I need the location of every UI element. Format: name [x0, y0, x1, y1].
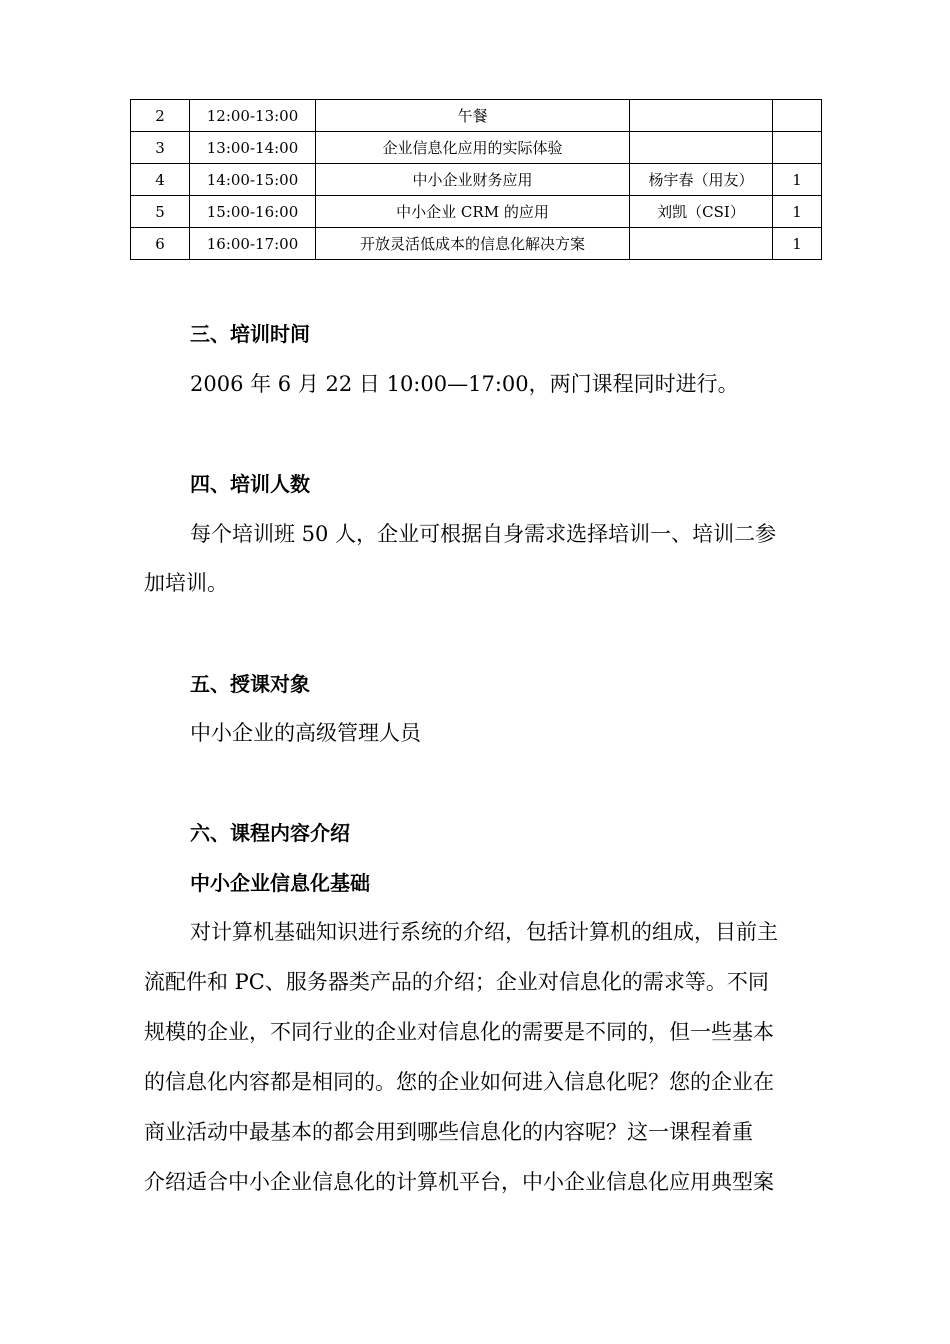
table-row: [131, 100, 822, 132]
row-time: 15:00-16:00: [190, 196, 316, 228]
row-topic: 中小企业财务应用: [316, 164, 630, 196]
course-text-line: 对计算机基础知识进行系统的介绍，包括计算机的组成，目前主: [190, 920, 778, 944]
course-text-line: 规模的企业，不同行业的企业对信息化的需要是不同的，但一些基本: [144, 1020, 774, 1044]
section-heading-participants: 四、培训人数: [190, 472, 310, 496]
row-time: 12:00-13:00: [190, 100, 316, 132]
row-speaker: [630, 100, 773, 132]
section-heading-course-content: 六、课程内容介绍: [190, 821, 350, 845]
participants-text-line-2: 加培训。: [144, 571, 228, 595]
course-text-line: 介绍适合中小企业信息化的计算机平台，中小企业信息化应用典型案: [144, 1170, 774, 1194]
row-count: 1: [773, 196, 822, 228]
section-heading-audience: 五、授课对象: [190, 672, 310, 696]
row-number: 3: [131, 132, 190, 164]
table-row: [131, 164, 822, 196]
row-number: 6: [131, 228, 190, 260]
row-speaker: 刘凯（CSI）: [630, 196, 773, 228]
row-number: 4: [131, 164, 190, 196]
row-count: 1: [773, 228, 822, 260]
row-time: 13:00-14:00: [190, 132, 316, 164]
training-time-text: 2006 年 6 月 22 日 10:00—17:00，两门课程同时进行。: [190, 372, 739, 396]
row-speaker: 杨宇春（用友）: [630, 164, 773, 196]
course-text-line: 商业活动中最基本的都会用到哪些信息化的内容呢？这一课程着重: [144, 1120, 753, 1144]
course-text-line: 流配件和 PC、服务器类产品的介绍；企业对信息化的需求等。不同: [144, 970, 769, 994]
row-count: 1: [773, 164, 822, 196]
section-heading-training-time: 三、培训时间: [190, 322, 310, 346]
schedule-table: [130, 99, 822, 260]
row-time: 14:00-15:00: [190, 164, 316, 196]
row-topic: 午餐: [316, 100, 630, 132]
row-speaker: [630, 228, 773, 260]
table-row: [131, 228, 822, 260]
row-topic: 中小企业 CRM 的应用: [316, 196, 630, 228]
course-subheading: 中小企业信息化基础: [190, 871, 370, 895]
row-count: [773, 100, 822, 132]
row-time: 16:00-17:00: [190, 228, 316, 260]
table-row: [131, 196, 822, 228]
course-text-line: 的信息化内容都是相同的。您的企业如何进入信息化呢？您的企业在: [144, 1070, 774, 1094]
row-count: [773, 132, 822, 164]
row-topic: 开放灵活低成本的信息化解决方案: [316, 228, 630, 260]
audience-text: 中小企业的高级管理人员: [190, 721, 421, 745]
row-number: 5: [131, 196, 190, 228]
participants-text-line-1: 每个培训班 50 人，企业可根据自身需求选择培训一、培训二参: [190, 522, 777, 546]
row-number: 2: [131, 100, 190, 132]
table-row: [131, 132, 822, 164]
row-topic: 企业信息化应用的实际体验: [316, 132, 630, 164]
row-speaker: [630, 132, 773, 164]
